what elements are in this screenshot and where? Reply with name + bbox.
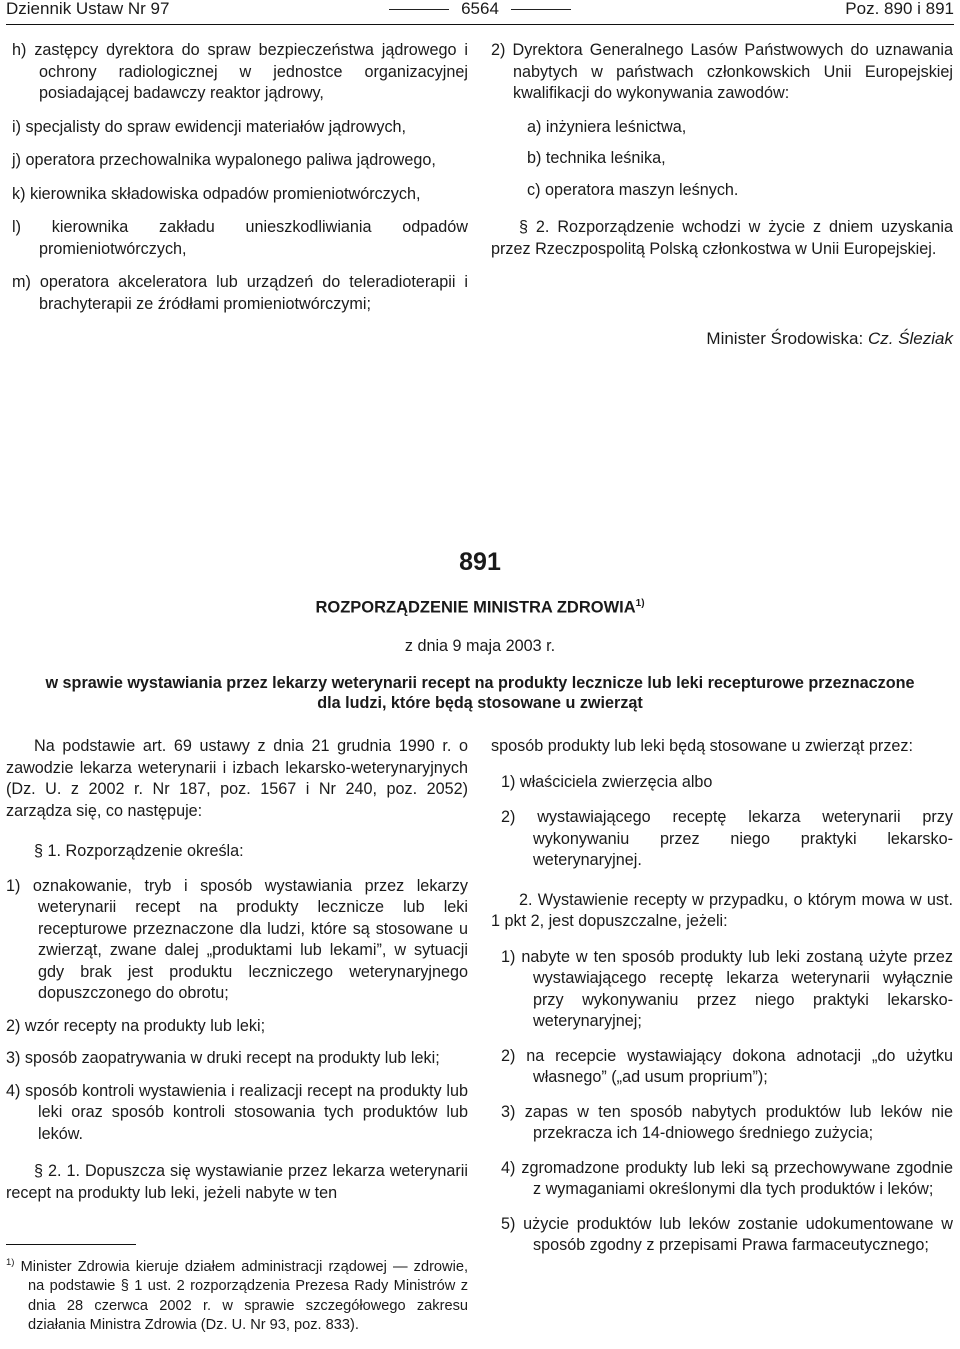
act-title-footnote-mark: 1) <box>635 598 645 609</box>
list-item-m: m) operatora akceleratora lub urządzeń do teleradioterapii i brachyterapii ze źródłami promieniotwórczymi; <box>12 273 468 313</box>
section-2-paragraph: § 2. Rozporządzenie wchodzi w życie z dniem uzyskania przez Rzeczpospolitą Polską członkostwa w Unii Europejskiej. <box>491 218 953 258</box>
act-number: 891 <box>459 548 501 576</box>
journal-name: Dziennik Ustaw Nr 97 <box>6 0 170 18</box>
list-item-i: i) specjalisty do spraw ewidencji materiałów jądrowych, <box>12 117 407 136</box>
signature-role: Minister Środowiska: <box>706 329 868 348</box>
point-2-intro: 2) Dyrektora Generalnego Lasów Państwowych do uznawania nabytych w państwach członkowskich Unii Europejskiej kwalifikacji do wykonywania zawodów: <box>491 41 953 102</box>
act-title-text: ROZPORZĄDZENIE MINISTRA ZDROWIA <box>315 598 636 617</box>
footnote-area <box>6 1244 468 1336</box>
list-item-j: j) operatora przechowalnika wypalonego paliwa jądrowego, <box>12 151 436 169</box>
condition-item-5: 5) użycie produktów lub leków zostanie udokumentowane w sposób zgodny z przepisami Prawa farmaceutycznego; <box>501 1214 953 1254</box>
footnote-text: Minister Zdrowia kieruje działem administracji rządowej — zdrowie, na podstawie § 1 ust. 2 rozporządzenia Prezesa Rady Ministrów z dnia 28 czerwca 2002 r. w sprawie szczegółowego zakresu działania Ministra Zdrowia (Dz. U. Nr 93, poz. 833). <box>20 1258 468 1334</box>
legal-basis-paragraph: Na podstawie art. 69 ustawy z dnia 21 grudnia 1990 r. o zawodzie lekarza weterynarii i izbach lekarsko-weterynaryjnych (Dz. U. z 2002 r. Nr 187, poz. 1567 i Nr 240, poz. 2052) zarządza się, co następuje: <box>6 737 468 820</box>
page-number: 6564 <box>461 0 499 18</box>
dash-right <box>511 9 571 10</box>
scope-item-2: 2) wzór recepty na produkty lub leki; <box>6 1016 266 1035</box>
page-number-block <box>6 0 954 20</box>
act-subject: w sprawie wystawiania przez lekarzy weterynarii recept na produkty lecznicze lub leki recepturowe przeznaczone dla ludzi, które będą stosowane u zwierząt <box>45 673 915 712</box>
footnote <box>6 1253 468 1336</box>
section-2-point-2: 2. Wystawienie recepty w przypadku, o którym mowa w ust. 1 pkt 2, jest dopuszczalne, jeżeli: <box>491 890 953 930</box>
scope-item-3: 3) sposób zaopatrywania w druki recept na produkty lub leki; <box>6 1049 440 1067</box>
condition-item-4: 4) zgromadzone produkty lub leki są przechowywane zgodnie z wymaganiami określonymi dla tych produktów i leków; <box>501 1158 953 1198</box>
dash-left <box>389 9 449 10</box>
act-date: z dnia 9 maja 2003 r. <box>404 637 556 655</box>
condition-item-3: 3) zapas w ten sposób nabytych produktów lub leków nie przekracza ich 14-dniowego średniego zużycia; <box>501 1102 953 1142</box>
act-heading <box>6 547 954 713</box>
scope-item-1: 1) oznakowanie, tryb i sposób wystawiania przez lekarzy weterynarii recept na produkty lecznicze lub leki recepturowe przeznaczone dla ludzi, które są stosowane u zwierząt, zwane dalej „produktami lub lekami”, w sytuacji gdy brak jest produktu leczniczego weterynaryjnego dopuszczonego do obrotu; <box>6 876 468 1002</box>
left-top-column <box>6 40 468 315</box>
list-item-h: h) zastępcy dyrektora do spraw bezpieczeństwa jądrowego i ochrony radiologicznej w jednostce organizacyjnej posiadającej badawczy reaktor jądrowy, <box>12 41 468 102</box>
recipient-item-1: 1) właściciela zwierzęcia albo <box>501 772 713 791</box>
page-header <box>6 0 954 22</box>
position-numbers: Poz. 890 i 891 <box>845 0 954 18</box>
footnote-mark: 1) <box>6 1257 15 1268</box>
header-rule <box>6 24 954 25</box>
list-item-k: k) kierownika składowiska odpadów promieniotwórczych, <box>12 184 421 203</box>
section-2-paragraph-start: § 2. 1. Dopuszcza się wystawianie przez lekarza weterynarii recept na produkty lub leki, jeżeli nabyte w ten <box>6 1162 468 1202</box>
section-1-heading: § 1. Rozporządzenie określa: <box>34 842 244 860</box>
scope-item-4: 4) sposób kontroli wystawienia i realizacji recept na produkty lub leki oraz sposób kontroli stosowania tych produktów lub leków. <box>6 1081 468 1143</box>
condition-item-2: 2) na recepcie wystawiający dokona adnotacji „do użytku własnego” („ad usum proprium”); <box>501 1046 953 1086</box>
condition-item-1: 1) nabyte w ten sposób produkty lub leki zostaną użyte przez wystawiającego receptę lekarza weterynarii wyłącznie przy wykonywaniu przez niego praktyki lekarsko-weterynaryjnej; <box>501 947 953 1030</box>
continuation-paragraph: sposób produkty lub leki będą stosowane u zwierząt przez: <box>491 737 914 755</box>
sub-item-b: b) technika leśnika, <box>527 149 666 167</box>
signature-name: Cz. Śleziak <box>867 329 953 348</box>
right-bottom-column <box>491 736 953 1257</box>
act-title <box>6 593 954 619</box>
footnote-rule <box>6 1244 136 1245</box>
recipient-item-2: 2) wystawiającego receptę lekarza weterynarii przy wykonywaniu przez niego praktyki lekarsko-weterynaryjnej. <box>501 808 953 869</box>
left-bottom-column <box>6 736 468 1204</box>
sub-item-a: a) inżyniera leśnictwa, <box>527 117 687 136</box>
right-top-column <box>491 40 953 350</box>
list-item-l: l) kierownika zakładu unieszkodliwiania odpadów promieniotwórczych, <box>12 218 468 258</box>
sub-item-c: c) operatora maszyn leśnych. <box>527 180 739 199</box>
signature <box>491 328 953 350</box>
